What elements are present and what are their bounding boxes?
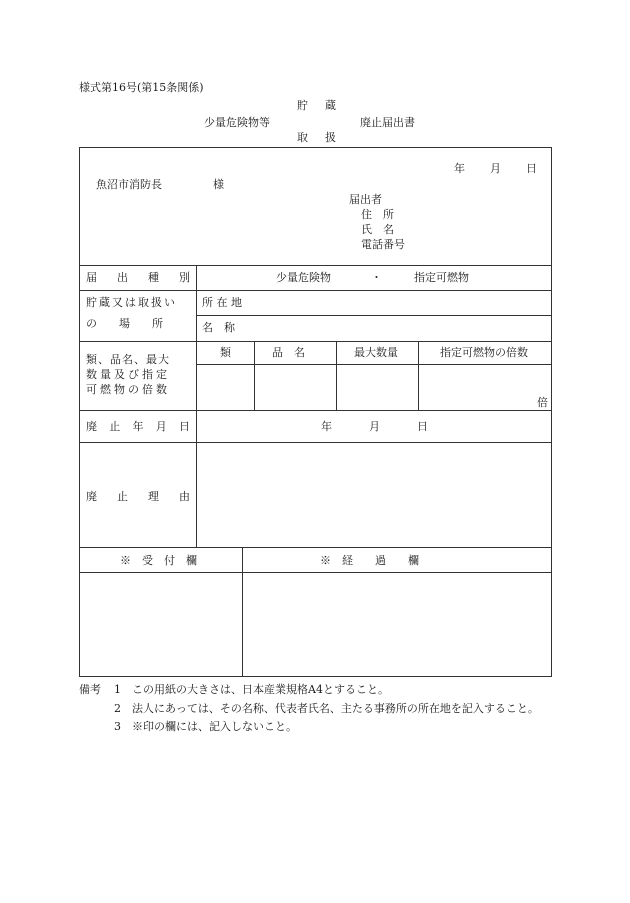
col-header-class: 類: [220, 346, 231, 359]
title-right: 廃止届出書: [360, 116, 415, 129]
date-day: 日: [526, 162, 537, 175]
progress-column-label: ※ 経 過 欄: [320, 554, 419, 567]
note-text-1: この用紙の大きさは、日本産業規格A4とすること。: [132, 683, 389, 696]
form-number: 様式第16号(第15条関係): [79, 81, 204, 94]
class-label-line2: 数量及び指定: [86, 368, 170, 381]
location-label-line2: の 場 所: [86, 317, 163, 330]
abolish-date-year: 年: [321, 420, 332, 433]
class-label-line3: 可燃物の倍数: [86, 383, 170, 396]
notification-type-option-designated-combustible: 指定可燃物: [414, 271, 469, 284]
notification-type-separator: ・: [371, 271, 382, 284]
location-address-label: 所 在 地: [202, 296, 242, 309]
notification-type-option-small-hazmat: 少量危険物: [276, 271, 331, 284]
applicant-address-label: 住 所: [361, 208, 394, 221]
recipient-honorific: 様: [213, 178, 224, 191]
class-label-line1: 類、品名、最大: [86, 353, 170, 366]
multiple-unit: 倍: [537, 396, 548, 409]
abolish-reason-label: 廃 止 理 由: [86, 490, 190, 503]
form-table: [79, 147, 552, 677]
abolish-date-month: 月: [369, 420, 380, 433]
date-month: 月: [490, 162, 501, 175]
title-left: 少量危険物等: [204, 116, 270, 129]
note-text-3: ※印の欄には、記入しないこと。: [132, 720, 297, 733]
note-number-3: 3: [114, 720, 121, 733]
col-header-multiple: 指定可燃物の倍数: [440, 346, 528, 359]
note-number-2: 2: [114, 702, 121, 715]
title-stack-top: 貯 蔵: [297, 99, 339, 112]
location-name-label: 名 称: [202, 321, 235, 334]
note-number-1: 1: [114, 683, 121, 696]
applicant-phone-label: 電話番号: [361, 238, 405, 251]
reception-column-label: ※ 受 付 欄: [120, 554, 197, 567]
col-header-max-quantity: 最大数量: [354, 346, 398, 359]
note-text-2: 法人にあっては、その名称、代表者氏名、主たる事務所の所在地を記入すること。: [132, 702, 539, 715]
abolish-date-label: 廃 止 年 月 日: [86, 420, 190, 433]
title-stack-bottom: 取 扱: [297, 131, 339, 144]
applicant-name-label: 氏 名: [361, 223, 394, 236]
date-year: 年: [454, 162, 465, 175]
applicant-label: 届出者: [349, 193, 382, 206]
abolish-date-day: 日: [417, 420, 428, 433]
notification-type-label: 届 出 種 別: [86, 271, 190, 284]
notes-heading: 備考: [79, 683, 101, 696]
recipient: 魚沼市消防長: [96, 178, 162, 191]
location-label-line1: 貯蔵又は取扱い: [86, 296, 177, 309]
col-header-item: 品 名: [272, 346, 305, 359]
